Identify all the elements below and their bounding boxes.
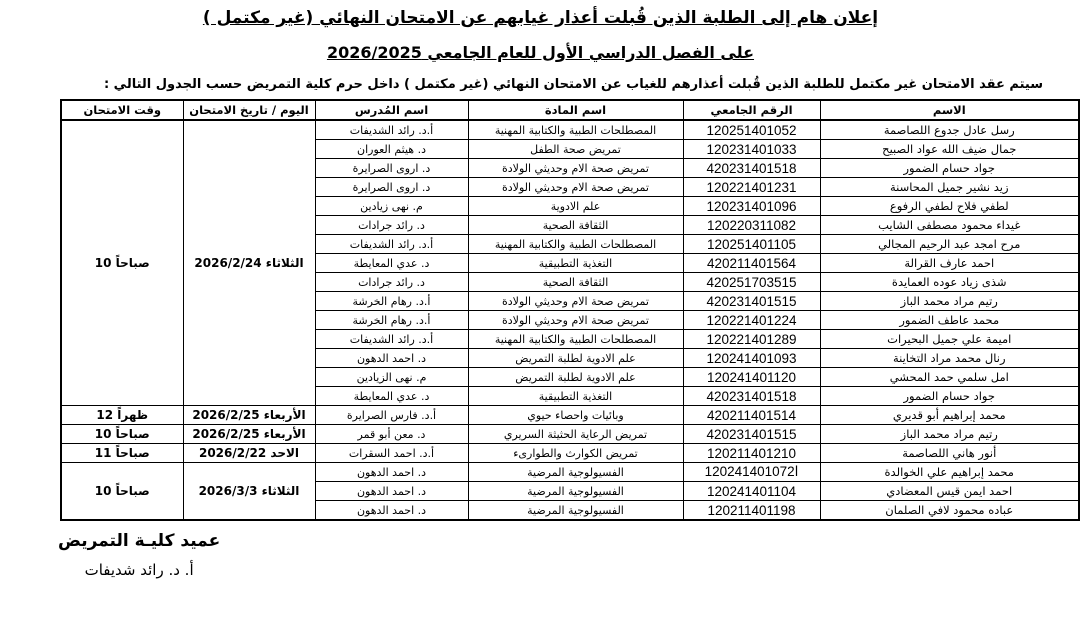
col-header-subject: اسم المادة <box>468 100 683 120</box>
instructor-cell: أ.د. احمد السقرات <box>315 444 468 463</box>
student-id-cell: 420231401518 <box>683 159 820 178</box>
table-header <box>61 100 1079 120</box>
subject-cell: تمريض صحة الام وحديثي الولادة <box>468 159 683 178</box>
exam-table-body <box>61 120 1079 520</box>
col-header-date: اليوم / تاريخ الامتحان <box>183 100 315 120</box>
exam-time-cell: 10 صباحاً <box>61 425 183 444</box>
exam-date-cell: الاحد 2026/2/22 <box>183 444 315 463</box>
subject-cell: تمريض صحة الام وحديثي الولادة <box>468 178 683 197</box>
student-name-cell: جمال ضيف الله عواد الصبيح <box>820 140 1079 159</box>
student-name-cell: لطفي فلاح لطفي الرفوع <box>820 197 1079 216</box>
exam-date-cell: الأربعاء 2026/2/25 <box>183 406 315 425</box>
table-row <box>61 406 1079 425</box>
instructor-cell: د. احمد الدهون <box>315 349 468 368</box>
subject-cell: تمريض الكوارث والطوارىء <box>468 444 683 463</box>
table-row <box>61 463 1079 482</box>
dean-title: عميد كليـة التمريض <box>58 531 221 551</box>
instructor-cell: د. رائد جرادات <box>315 216 468 235</box>
instructor-cell: د. احمد الدهون <box>315 482 468 501</box>
exam-time-cell: 11 صباحاً <box>61 444 183 463</box>
student-id-cell: 120251401105 <box>683 235 820 254</box>
col-header-id: الرقم الجامعي <box>683 100 820 120</box>
intro-paragraph: سيتم عقد الامتحان غير مكتمل للطلبة الذين قُبلت أعذارهم للغياب عن الامتحان النهائي (غير مكتمل ) داخل حرم كلية التمريض حسب الجدول التالي : <box>103 77 1043 92</box>
student-name-cell: محمد إبراهيم علي الخوالدة <box>820 463 1079 482</box>
instructor-cell: د. اروى الصرايرة <box>315 178 468 197</box>
subject-cell: تمريض الرعاية الحثيثة السريري <box>468 425 683 444</box>
student-name-cell: احمد عارف القرالة <box>820 254 1079 273</box>
subject-cell: تمريض صحة الام وحديثي الولادة <box>468 292 683 311</box>
student-id-cell: 120211401198 <box>683 501 820 521</box>
student-id-cell: 420231401515 <box>683 292 820 311</box>
subject-cell: تمريض صحة الام وحديثي الولادة <box>468 311 683 330</box>
student-id-cell: 120241401104 <box>683 482 820 501</box>
student-name-cell: مرح امجد عبد الرحيم المجالي <box>820 235 1079 254</box>
subject-cell: علم الادوية لطلبة التمريض <box>468 349 683 368</box>
student-name-cell: احمد ايمن قيس المعضادي <box>820 482 1079 501</box>
student-name-cell: جواد حسام الضمور <box>820 159 1079 178</box>
student-name-cell: اميمة علي جميل البحيرات <box>820 330 1079 349</box>
header-row <box>61 100 1079 120</box>
student-id-cell: 420231401515 <box>683 425 820 444</box>
dean-name: أ. د. رائد شديفات <box>84 561 194 579</box>
exam-time-cell: 10 صباحاً <box>61 120 183 406</box>
instructor-cell: أ.د. رائد الشديفات <box>315 120 468 140</box>
instructor-cell: أ.د. رائد الشديفات <box>315 235 468 254</box>
student-id-cell: 420211401564 <box>683 254 820 273</box>
subject-cell: المصطلحات الطبية والكتابية المهنية <box>468 330 683 349</box>
page-subtitle: على الفصل الدراسي الأول للعام الجامعي 2026/2025 <box>326 43 755 62</box>
student-name-cell: شذى زياد عوده العمايدة <box>820 273 1079 292</box>
table-row <box>61 425 1079 444</box>
student-id-cell: ا120241401072 <box>683 463 820 482</box>
student-name-cell: أنور هاني اللصاصمة <box>820 444 1079 463</box>
student-id-cell: 120231401096 <box>683 197 820 216</box>
student-name-cell: رتيم مراد محمد الباز <box>820 292 1079 311</box>
student-name-cell: جواد حسام الضمور <box>820 387 1079 406</box>
instructor-cell: د. اروى الصرايرة <box>315 159 468 178</box>
subject-cell: المصطلحات الطبية والكتابية المهنية <box>468 120 683 140</box>
subject-cell: علم الادوية لطلبة التمريض <box>468 368 683 387</box>
instructor-cell: د. احمد الدهون <box>315 463 468 482</box>
student-name-cell: محمد إبراهيم أبو قديري <box>820 406 1079 425</box>
exam-date-cell: الثلاثاء 2026/3/3 <box>183 463 315 521</box>
exam-schedule-table <box>60 99 1080 521</box>
subject-cell: التغذية التطبيقية <box>468 254 683 273</box>
subject-cell: الثقافة الصحية <box>468 216 683 235</box>
student-id-cell: 120251401052 <box>683 120 820 140</box>
instructor-cell: د. رائد جرادات <box>315 273 468 292</box>
instructor-cell: م. نهى زيادين <box>315 197 468 216</box>
exam-date-cell: الأربعاء 2026/2/25 <box>183 425 315 444</box>
instructor-cell: أ.د. رهام الخرشة <box>315 311 468 330</box>
footer-signature <box>58 531 220 579</box>
subject-cell: التغذية التطبيقية <box>468 387 683 406</box>
subject-cell: وبائيات واحصاء حيوي <box>468 406 683 425</box>
col-header-name: الاسم <box>820 100 1079 120</box>
page-title: إعلان هام إلى الطلبة الذين قُبلت أعذار غيابهم عن الامتحان النهائي (غير مكتمل ) <box>202 8 879 28</box>
instructor-cell: أ.د. رائد الشديفات <box>315 330 468 349</box>
student-name-cell: رنال محمد مراد التخاينة <box>820 349 1079 368</box>
instructor-cell: د. احمد الدهون <box>315 501 468 521</box>
subject-cell: الثقافة الصحية <box>468 273 683 292</box>
col-header-instructor: اسم المُدرس <box>315 100 468 120</box>
table-row <box>61 120 1079 140</box>
student-id-cell: 420251703515 <box>683 273 820 292</box>
student-id-cell: 120221401289 <box>683 330 820 349</box>
instructor-cell: د. عدي المعايطة <box>315 254 468 273</box>
subject-cell: الفسيولوجية المرضية <box>468 501 683 521</box>
instructor-cell: أ.د. فارس الصرايرة <box>315 406 468 425</box>
student-name-cell: رسل عادل جدوع اللصاصمة <box>820 120 1079 140</box>
student-id-cell: 120220311082 <box>683 216 820 235</box>
instructor-cell: م. نهى الزيادين <box>315 368 468 387</box>
subject-cell: الفسيولوجية المرضية <box>468 463 683 482</box>
col-header-time: وقت الامتحان <box>61 100 183 120</box>
student-name-cell: رتيم مراد محمد الباز <box>820 425 1079 444</box>
exam-date-cell: الثلاثاء 2026/2/24 <box>183 120 315 406</box>
instructor-cell: د. هيثم العوران <box>315 140 468 159</box>
table-row <box>61 444 1079 463</box>
instructor-cell: د. معن أبو قمر <box>315 425 468 444</box>
subject-cell: المصطلحات الطبية والكتابية المهنية <box>468 235 683 254</box>
exam-time-cell: 10 صباحاً <box>61 463 183 521</box>
student-name-cell: زيد نشير جميل المحاسنة <box>820 178 1079 197</box>
student-name-cell: غيداء محمود مصطفى الشايب <box>820 216 1079 235</box>
student-id-cell: 120231401033 <box>683 140 820 159</box>
student-id-cell: 420231401518 <box>683 387 820 406</box>
student-id-cell: 420211401514 <box>683 406 820 425</box>
student-id-cell: 120221401231 <box>683 178 820 197</box>
student-id-cell: 120221401224 <box>683 311 820 330</box>
exam-time-cell: 12 ظهراً <box>61 406 183 425</box>
instructor-cell: أ.د. رهام الخرشة <box>315 292 468 311</box>
student-name-cell: محمد عاطف الضمور <box>820 311 1079 330</box>
student-id-cell: 120211401210 <box>683 444 820 463</box>
student-id-cell: 120241401093 <box>683 349 820 368</box>
subject-cell: علم الادوية <box>468 197 683 216</box>
instructor-cell: د. عدي المعايطة <box>315 387 468 406</box>
subject-cell: الفسيولوجية المرضية <box>468 482 683 501</box>
student-id-cell: 120241401120 <box>683 368 820 387</box>
student-name-cell: عباده محمود لافي الصلمان <box>820 501 1079 521</box>
subject-cell: تمريض صحة الطفل <box>468 140 683 159</box>
student-name-cell: امل سلمي حمد المحشي <box>820 368 1079 387</box>
